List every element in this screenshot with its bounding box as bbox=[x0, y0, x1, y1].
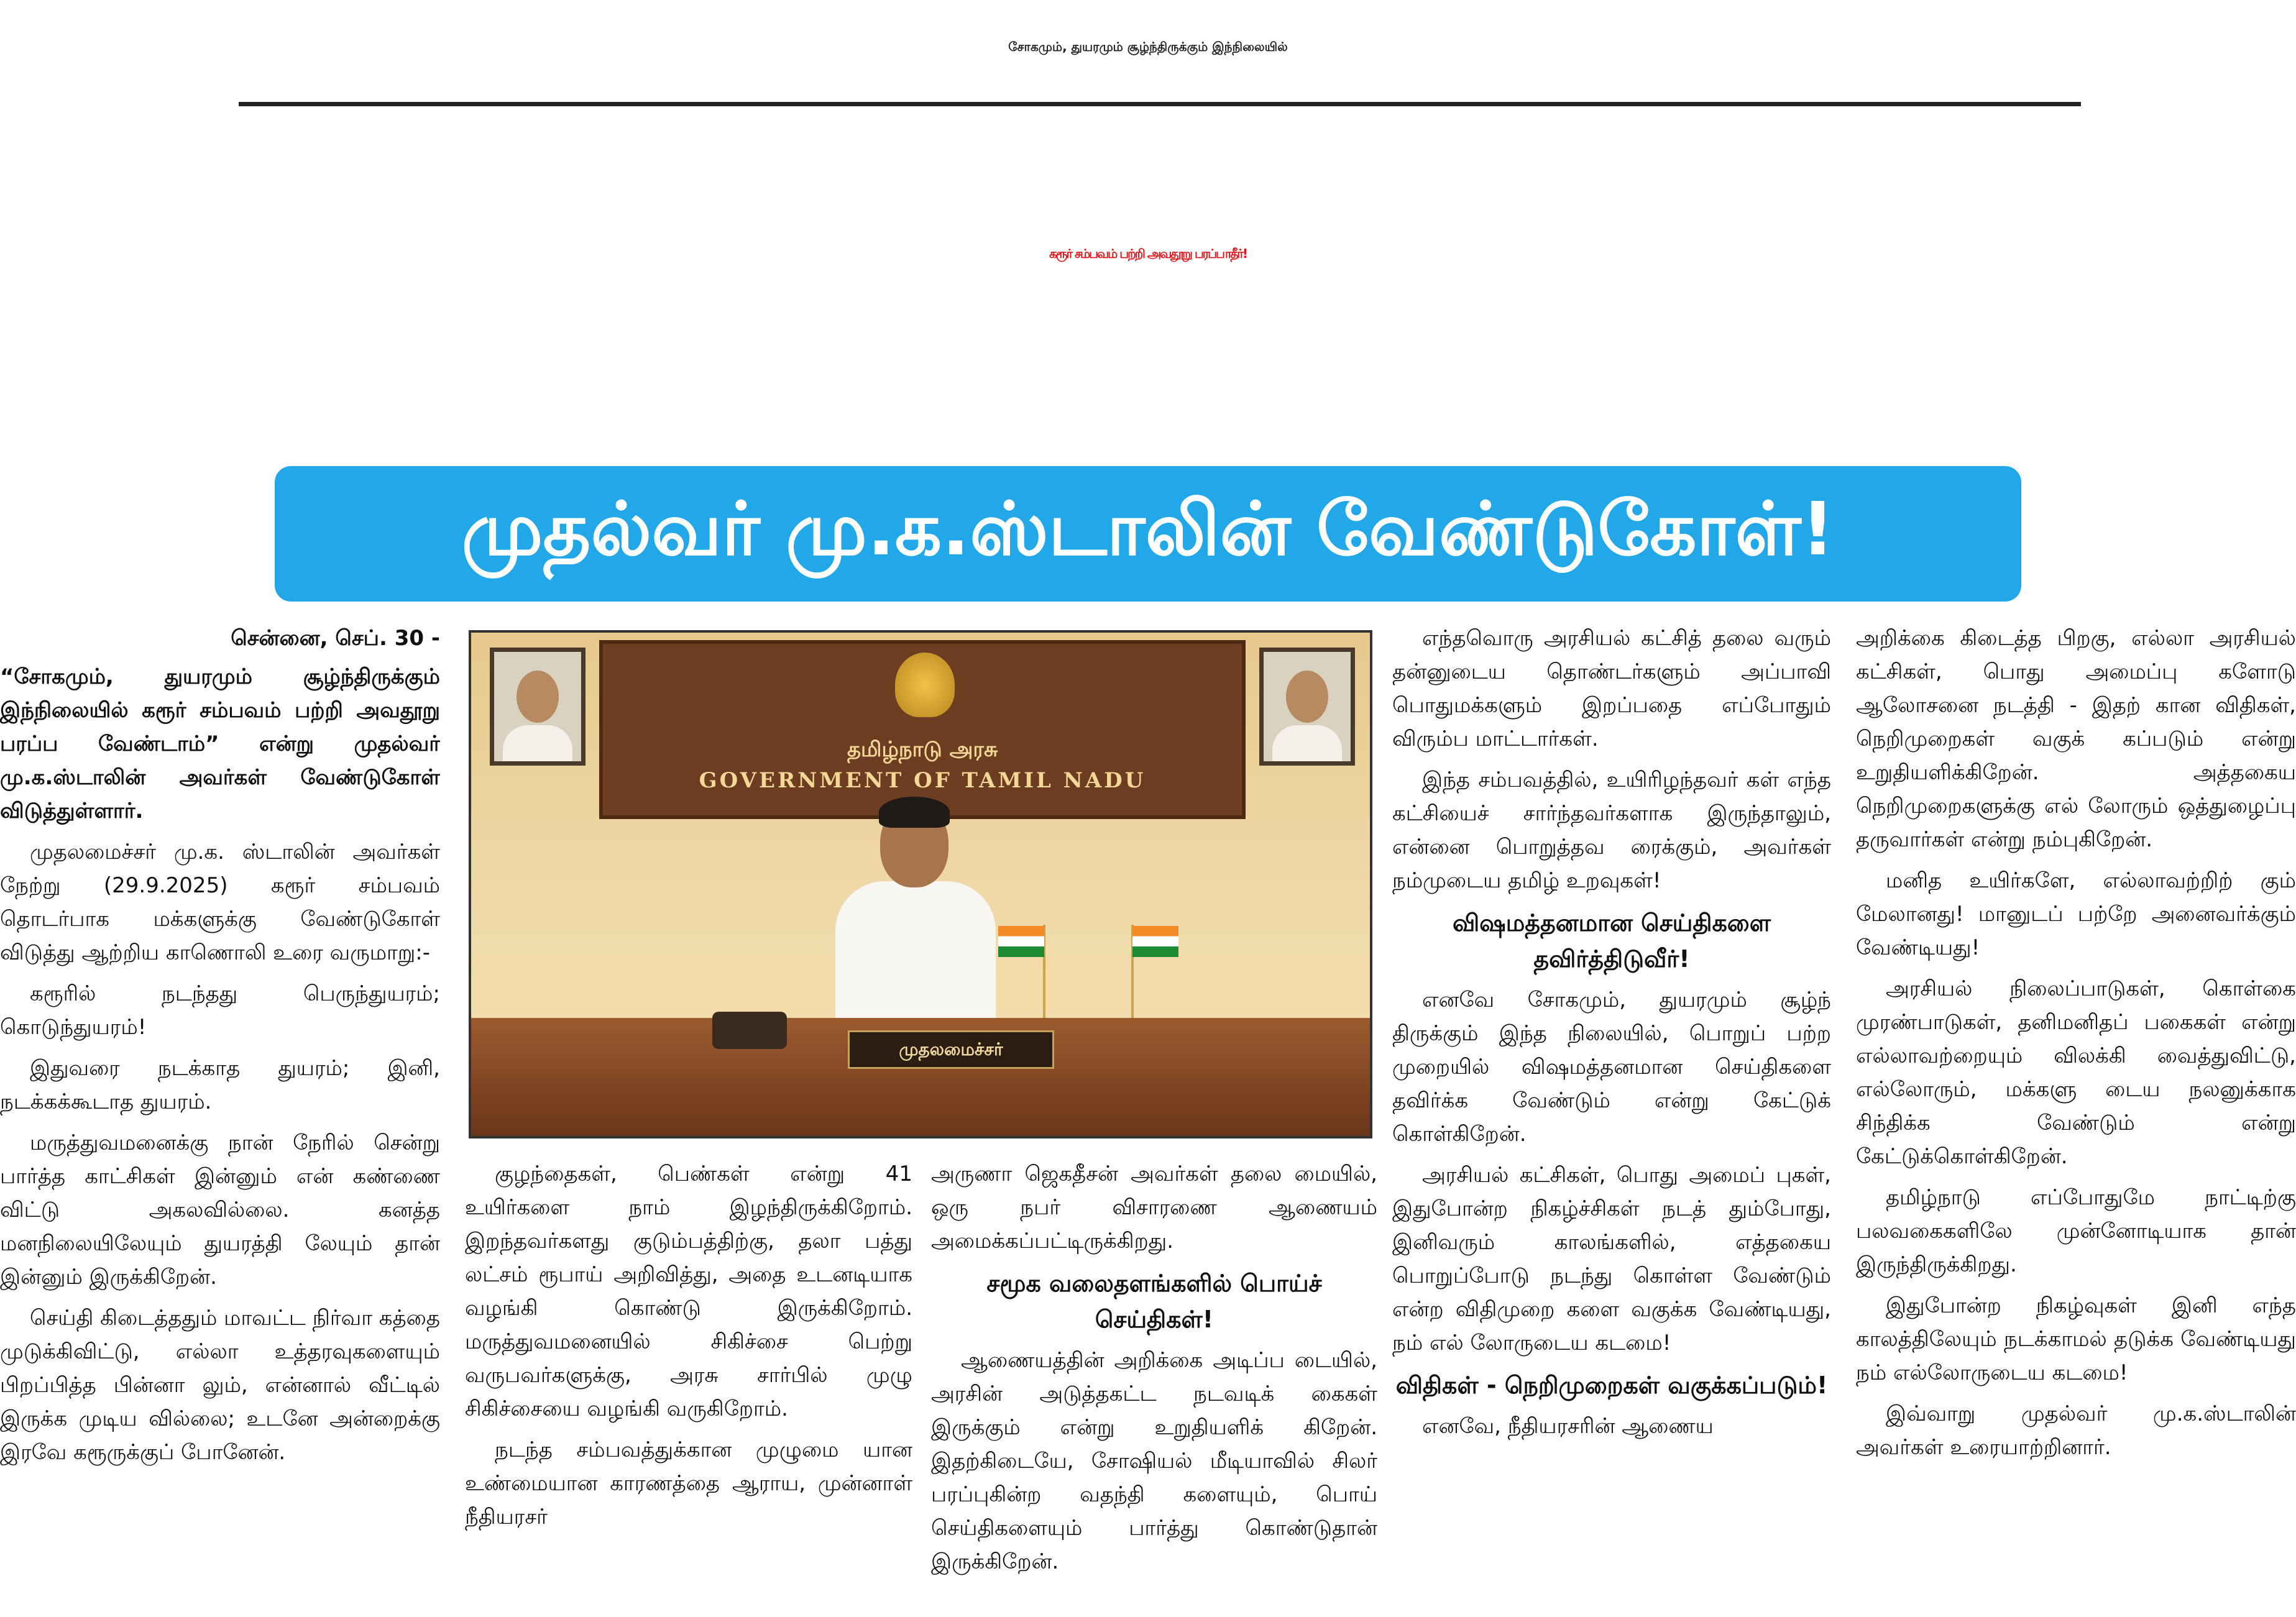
india-flag-icon bbox=[998, 926, 1044, 957]
paragraph: அருணா ஜெகதீசன் அவர்கள் தலை மையில், ஒரு நபர் விசாரணை ஆணையம் அமைக்கப்பட்டிருக்கிறது. bbox=[931, 1161, 1377, 1253]
portrait-right bbox=[1259, 648, 1355, 766]
paragraph: எந்தவொரு அரசியல் கட்சித் தலை வரும் தன்னுடைய தொண்டர்களும் அப்பாவி பொதுமக்களும் இறப்பதை எப்போதும் விரும்ப மாட்டார்கள். bbox=[1392, 626, 1831, 751]
main-headline: கரூர் சம்பவம் பற்றி அவதூறு பரப்பாதீர்! bbox=[1049, 246, 1247, 261]
paragraph: மனித உயிர்களே, எல்லாவற்றிற் கும் மேலானது! மானுடப் பற்றே அனைவர்க்கும் வேண்டியது! bbox=[1856, 868, 2296, 960]
section-subhead: விஷமத்தனமான செய்திகளை தவிர்த்திடுவீர்! bbox=[1452, 909, 1771, 973]
section-subhead: சமூக வலைதளங்களில் பொய்ச் செய்திகள்! bbox=[986, 1270, 1322, 1333]
paragraph: எனவே, நீதியரசரின் ஆணைய bbox=[1422, 1414, 1714, 1439]
paragraph: இந்த சம்பவத்தில், உயிரிழந்தவர் கள் எந்த கட்சியைச் சார்ந்தவர்களாக இருந்தாலும், என்னை பொறுத்தவ ரைக்கும், அவர்கள் நம்முடைய தமிழ் உறவுகள்! bbox=[1392, 767, 1831, 893]
dateline: சென்னை, செப். 30 - bbox=[231, 626, 440, 651]
paragraph: அரசியல் கட்சிகள், பொது அமைப் புகள், இதுபோன்ற நிகழ்ச்சிகள் நடத் தும்போது, இனிவரும் காலங்களில், எத்தகைய பொறுப்போடு நடந்து கொள்ள வேண்டும் என்ற விதிமுறை களை வகுக்க வேண்டியது, நம் எல் லோருடைய கடமை! bbox=[1392, 1163, 1831, 1355]
portrait-left bbox=[490, 648, 585, 766]
paragraph: இதுபோன்ற நிகழ்வுகள் இனி எந்த காலத்திலேயும் நடக்காமல் தடுக்க வேண்டியது நம் எல்லோருடைய கடமை! bbox=[1856, 1293, 2296, 1385]
subheadline-banner bbox=[275, 466, 2021, 602]
government-plaque bbox=[599, 640, 1246, 819]
paragraph: அரசியல் நிலைப்பாடுகள், கொள்கை முரண்பாடுகள், தனிமனிதப் பகைகள் என்று எல்லாவற்றையும் விலக்கி வைத்துவிட்டு, எல்லோரும், மக்களு டைய நலனுக்காக சிந்திக்க வேண்டும் என்று கேட்டுக்கொள்கிறேன். bbox=[1856, 976, 2296, 1169]
state-emblem-icon bbox=[895, 653, 955, 717]
desk-nameplate: முதலமைச்சர் bbox=[848, 1030, 1054, 1069]
paragraph: இவ்வாறு முதல்வர் மு.க.ஸ்டாலின் அவர்கள் உரையாற்றினார். bbox=[1856, 1401, 2296, 1460]
kicker-divider bbox=[239, 102, 2081, 106]
kicker-headline: சோகமும், துயரமும் சூழ்ந்திருக்கும் இந்நிலையில் bbox=[1008, 39, 1288, 54]
india-flag-icon bbox=[1132, 926, 1178, 957]
paragraph: நடந்த சம்பவத்துக்கான முழுமை யான உண்மையான காரணத்தை ஆராய, முன்னாள் நீதியரசர் bbox=[465, 1437, 912, 1529]
paragraph: தமிழ்நாடு எப்போதுமே நாட்டிற்கு பலவகைகளிலே முன்னோடியாக தான் இருந்திருக்கிறது. bbox=[1856, 1185, 2296, 1277]
article-column-3 bbox=[931, 1157, 1377, 1617]
paragraph: குழந்தைகள், பெண்கள் என்று 41 உயிர்களை நாம் இழந்திருக்கிறோம். இறந்தவர்களது குடும்பத்திற்கு, தலா பத்து லட்சம் ரூபாய் அறிவித்து, அதை உடனடியாக வழங்கி கொண்டு இருக்கிறோம். மருத்துவமனையில் சிகிச்சை பெற்று வருபவர்களுக்கு, அரசு சார்பில் முழு சிகிச்சையை வழங்கி வருகிறோம். bbox=[465, 1161, 912, 1421]
paragraph: ஆணையத்தின் அறிக்கை அடிப்ப டையில், அரசின் அடுத்தகட்ட நடவடிக் கைகள் இருக்கும் என்று உறுதியளிக் கிறேன். இதற்கிடையே, சோஷியல் மீடியாவில் சிலர் பரப்புகின்ற வதந்தி களையும், பொய் செய்திகளையும் பார்த்து கொண்டுதான் இருக்கிறேன். bbox=[931, 1348, 1377, 1574]
section-subhead: விதிகள் - நெறிமுறைகள் வகுக்கப்படும்! bbox=[1395, 1372, 1828, 1399]
paragraph: முதலமைச்சர் மு.க. ஸ்டாலின் அவர்கள் நேற்று (29.9.2025) கரூர் சம்பவம் தொடர்பாக மக்களுக்கு வேண்டுகோள் விடுத்து ஆற்றிய காணொலி உரை வருமாறு:- bbox=[0, 840, 440, 965]
intro-paragraph: “சோகமும், துயரமும் சூழ்ந்திருக்கும் இந்நிலையில் கரூர் சம்பவம் பற்றி அவதூறு பரப்ப வேண்டாம்” என்று முதல்வர் மு.க.ஸ்டாலின் அவர்கள் வேண்டுகோள் விடுத்துள்ளார். bbox=[0, 664, 440, 823]
article-column-4 bbox=[1392, 621, 1831, 1616]
article-column-5 bbox=[1856, 621, 2296, 1616]
person-figure bbox=[835, 881, 996, 1030]
article-column-1 bbox=[0, 621, 440, 1616]
chief-minister-photo bbox=[469, 630, 1372, 1138]
banner-text: முதல்வர் மு.க.ஸ்டாலின் வேண்டுகோள்! bbox=[461, 486, 1835, 572]
paragraph: மருத்துவமனைக்கு நான் நேரில் சென்று பார்த்த காட்சிகள் இன்னும் என் கண்ணை விட்டு அகலவில்லை. கனத்த மனநிலையிலேயும் துயரத்தி லேயும் தான் இன்னும் இருக்கிறேன். bbox=[0, 1130, 440, 1289]
paragraph: செய்தி கிடைத்ததும் மாவட்ட நிர்வா கத்தை முடுக்கிவிட்டு, எல்லா உத்தரவுகளையும் பிறப்பித்த பின்னா லும், என்னால் வீட்டில் இருக்க முடிய வில்லை; உடனே அன்றைக்கு இரவே கரூருக்குப் போனேன். bbox=[0, 1306, 440, 1465]
paragraph: அறிக்கை கிடைத்த பிறகு, எல்லா அரசியல் கட்சிகள், பொது அமைப்பு களோடு ஆலோசனை நடத்தி - இதற் கான விதிகள், நெறிமுறைகள் வகுக் கப்படும் என்று உறுதியளிக்கிறேன். அத்தகைய நெறிமுறைகளுக்கு எல் லோரும் ஒத்துழைப்பு தருவார்கள் என்று நம்புகிறேன். bbox=[1856, 626, 2296, 852]
person-hair bbox=[879, 797, 950, 828]
paragraph: எனவே சோகமும், துயரமும் சூழ்ந் திருக்கும் இந்த நிலையில், பொறுப் பற்ற முறையில் விஷமத்தனமான செய்திகளை தவிர்க்க வேண்டும் என்று கேட்டுக் கொள்கிறேன். bbox=[1392, 987, 1831, 1147]
paragraph: இதுவரை நடக்காத துயரம்; இனி, நடக்கக்கூடாத துயரம். bbox=[0, 1056, 440, 1114]
plaque-tamil-text: தமிழ்நாடு அரசு bbox=[847, 737, 998, 762]
article-column-2 bbox=[465, 1157, 912, 1617]
desk-phone bbox=[712, 1012, 787, 1049]
plaque-english-text: GOVERNMENT OF TAMIL NADU bbox=[699, 768, 1146, 793]
paragraph: கரூரில் நடந்தது பெருந்துயரம்; கொடுந்துயரம்! bbox=[0, 981, 440, 1040]
